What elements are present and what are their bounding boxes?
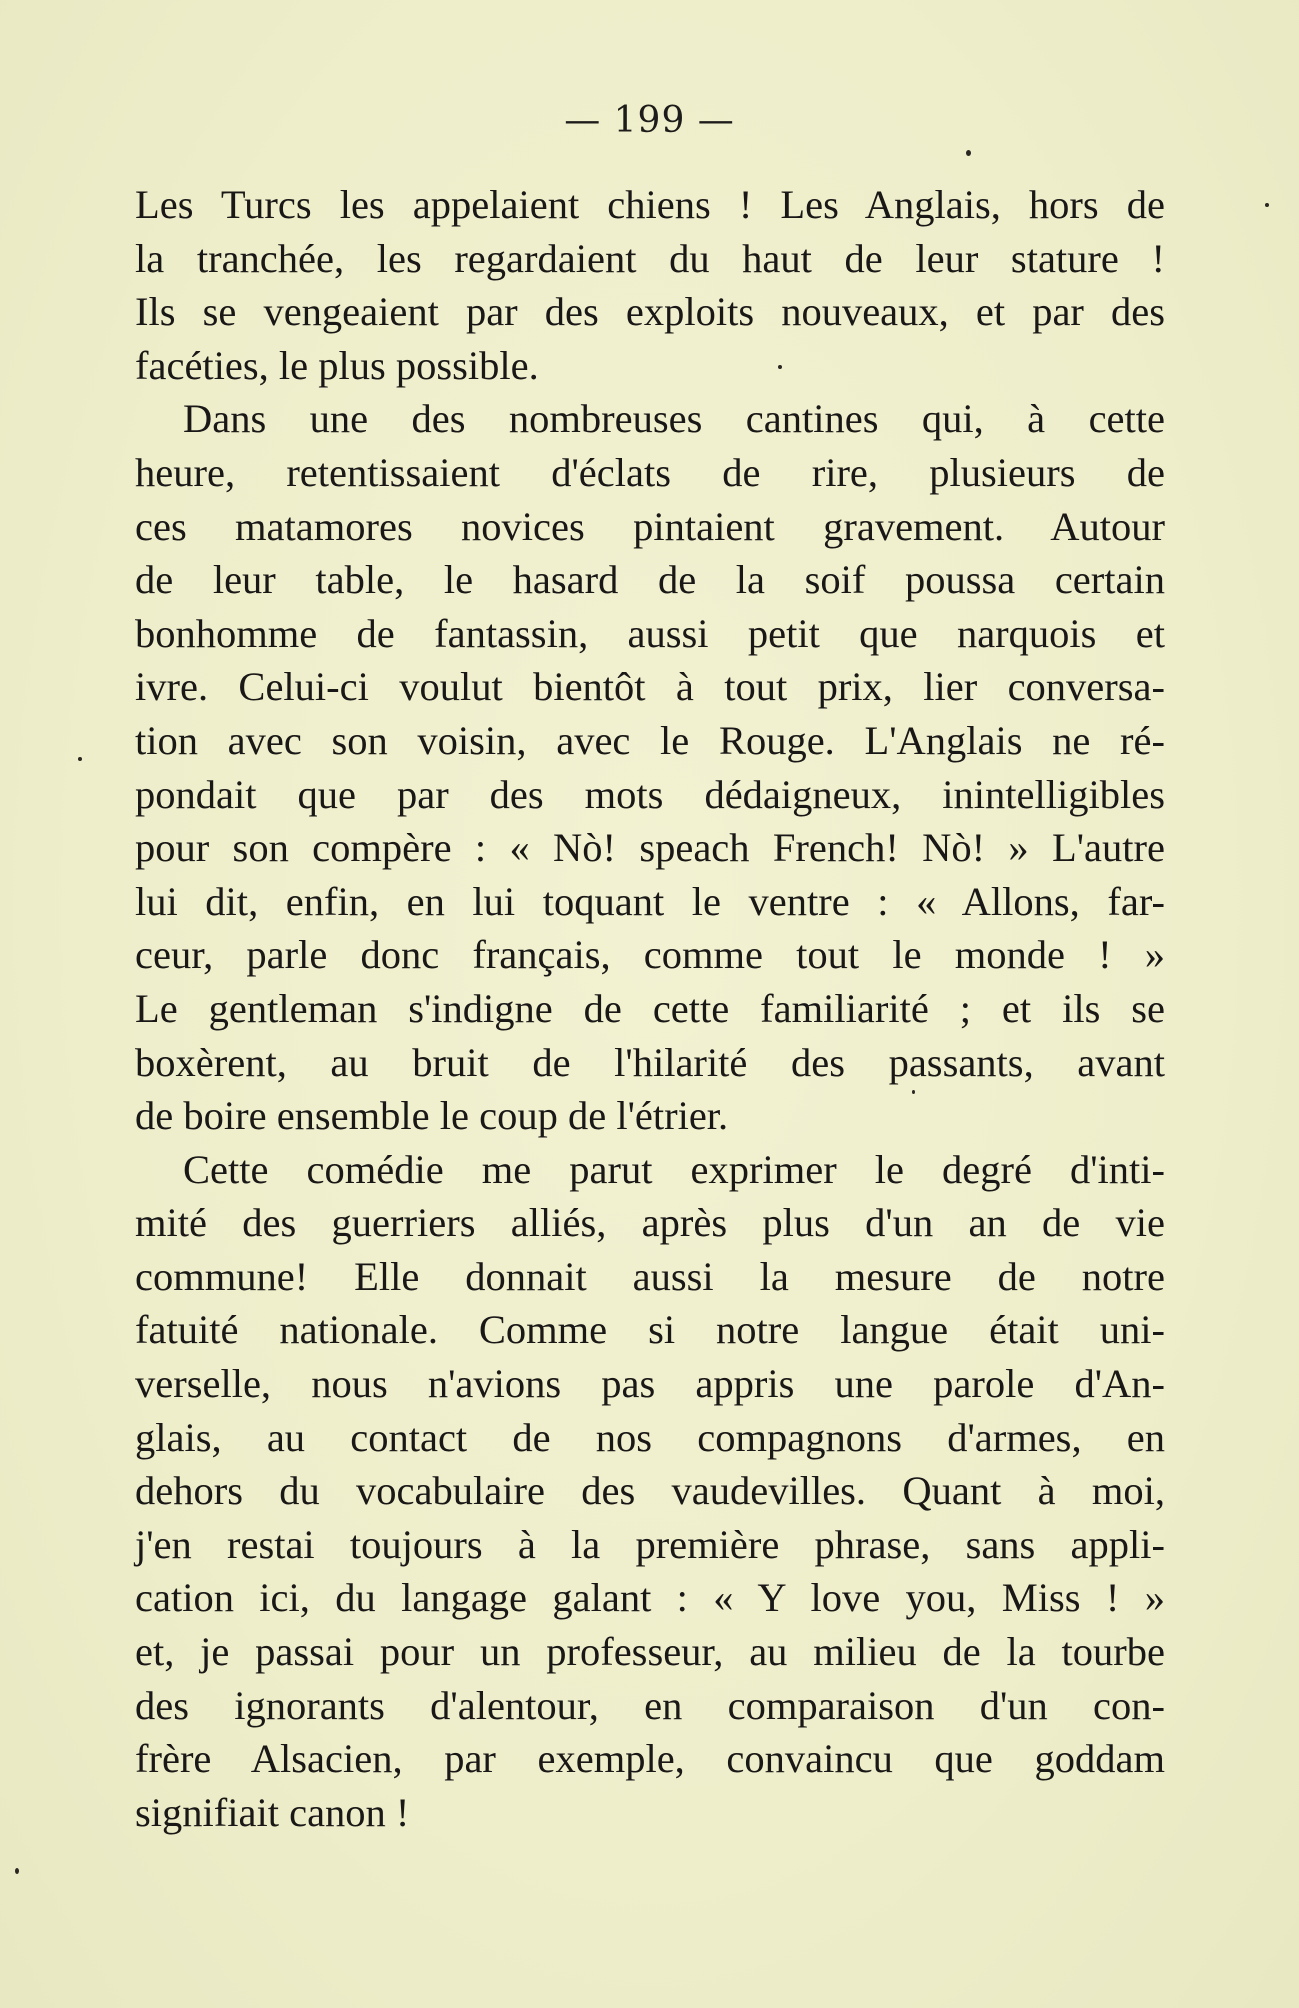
ink-speck xyxy=(1265,203,1269,207)
text-line: ivre. Celui-ci voulut bientôt à tout prix, lier conversa- xyxy=(135,664,1165,710)
text-line: et, je passai pour un professeur, au milieu de la tourbe xyxy=(135,1629,1165,1675)
paragraph-2 xyxy=(135,392,1165,1142)
ink-speck xyxy=(912,1090,915,1094)
text-line: ces matamores novices pintaient gravement. Autour xyxy=(135,503,1165,549)
text-line: commune! Elle donnait aussi la mesure de notre xyxy=(135,1253,1165,1299)
text-line: la tranchée, les regardaient du haut de leur stature ! xyxy=(135,235,1165,281)
text-line: frère Alsacien, par exemple, convaincu que goddam xyxy=(135,1736,1165,1782)
text-line: fatuité nationale. Comme si notre langue était uni- xyxy=(135,1307,1165,1353)
text-line: mité des guerriers alliés, après plus d'un an de vie xyxy=(135,1200,1165,1246)
text-line: pondait que par des mots dédaigneux, inintelligibles xyxy=(135,771,1165,817)
paragraph-3 xyxy=(135,1143,1165,1840)
text-line: Le gentleman s'indigne de cette familiarité ; et ils se xyxy=(135,985,1165,1031)
text-line: verselle, nous n'avions pas appris une parole d'An- xyxy=(135,1361,1165,1407)
ink-speck xyxy=(15,1868,19,1874)
page-number: — 199 — xyxy=(564,100,735,141)
paragraph-1 xyxy=(135,178,1165,392)
text-line: Dans une des nombreuses cantines qui, à cette xyxy=(183,396,1165,442)
text-line: tion avec son voisin, avec le Rouge. L'Anglais ne ré- xyxy=(135,717,1165,763)
text-line: Les Turcs les appelaient chiens ! Les Anglais, hors de xyxy=(135,182,1165,227)
ink-speck xyxy=(966,150,971,156)
text-line: cation ici, du langage galant : « Y love you, Miss ! » xyxy=(135,1575,1165,1621)
text-line: pour son compère : « Nò! speach French! Nò! » L'autre xyxy=(135,825,1165,871)
text-line: Cette comédie me parut exprimer le degré d'inti- xyxy=(183,1146,1165,1192)
ink-speck xyxy=(778,365,782,369)
text-line: des ignorants d'alentour, en comparaison d'un con- xyxy=(135,1682,1165,1728)
text-line: Ils se vengeaient par des exploits nouveaux, et par des xyxy=(135,289,1165,335)
text-line: dehors du vocabulaire des vaudevilles. Quant à moi, xyxy=(135,1468,1165,1514)
text-line: heure, retentissaient d'éclats de rire, plusieurs de xyxy=(135,449,1165,495)
text-line: j'en restai toujours à la première phrase, sans appli- xyxy=(135,1521,1165,1567)
text-line: bonhomme de fantassin, aussi petit que narquois et xyxy=(135,610,1165,656)
text-line: ceur, parle donc français, comme tout le monde ! » xyxy=(135,932,1165,978)
text-line: de leur table, le hasard de la soif poussa certain xyxy=(135,557,1165,603)
text-line: signifiait canon ! xyxy=(135,1789,410,1835)
body-text xyxy=(135,178,1165,1839)
text-line: boxèrent, au bruit de l'hilarité des passants, avant xyxy=(135,1039,1165,1085)
text-line: de boire ensemble le coup de l'étrier. xyxy=(135,1093,729,1139)
text-line: glais, au contact de nos compagnons d'armes, en xyxy=(135,1414,1165,1460)
ink-speck xyxy=(78,757,82,761)
text-line: facéties, le plus possible. xyxy=(135,342,539,388)
text-line: lui dit, enfin, en lui toquant le ventre : « Allons, far- xyxy=(135,878,1165,924)
